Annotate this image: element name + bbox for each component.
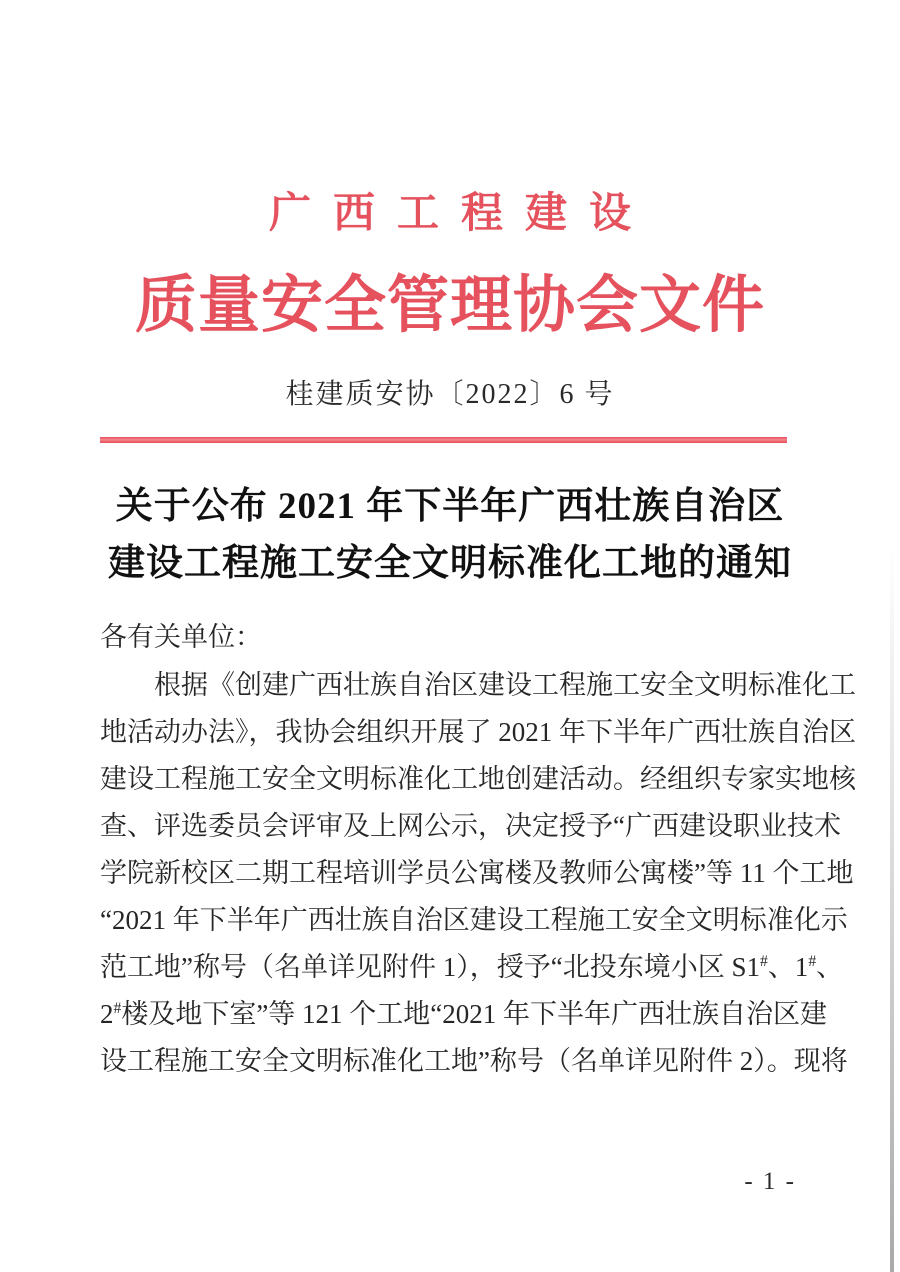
letterhead-org-name: 质量安全管理协会文件 [134, 272, 765, 340]
document-title [0, 478, 900, 592]
body-text-line: 设工程施工安全文明标准化工地”称号（名单详见附件 2）。现将 [100, 1046, 848, 1076]
salutation: 各有关单位： [100, 622, 262, 652]
body-text-line: 学院新校区二期工程培训学员公寓楼及教师公寓楼”等 11 个工地 [100, 858, 854, 888]
page-number: - 1 - [744, 1168, 796, 1195]
document-title-line1: 关于公布 2021 年下半年广西壮族自治区 [115, 486, 785, 527]
body-text-line: 查、评选委员会评审及上网公示，决定授予“广西建设职业技术 [100, 811, 841, 841]
letterhead-red-rule [100, 437, 787, 443]
body-text-line: 范工地”称号（名单详见附件 1），授予“北投东境小区 S1#、1#、 [100, 952, 844, 982]
document-body [100, 615, 856, 1085]
body-paragraph [100, 662, 856, 1085]
body-text-line: 根据《创建广西壮族自治区建设工程施工安全文明标准化工 [154, 670, 856, 700]
body-text-line: 2#楼及地下室”等 121 个工地“2021 年下半年广西壮族自治区建 [100, 999, 828, 1029]
document-title-line2: 建设工程施工安全文明标准化工地的通知 [108, 543, 792, 584]
body-text-line: 建设工程施工安全文明标准化工地创建活动。经组织专家实地核 [100, 764, 856, 794]
document-number: 桂建质安协〔2022〕6 号 [285, 379, 615, 410]
letterhead-org-line: 广西工程建设 [268, 191, 653, 237]
body-text-line: 地活动办法》，我协会组织开展了 2021 年下半年广西壮族自治区 [100, 717, 856, 747]
scan-page-edge-artifact [890, 545, 894, 1272]
body-text-line: “2021 年下半年广西壮族自治区建设工程施工安全文明标准化示 [100, 905, 848, 935]
